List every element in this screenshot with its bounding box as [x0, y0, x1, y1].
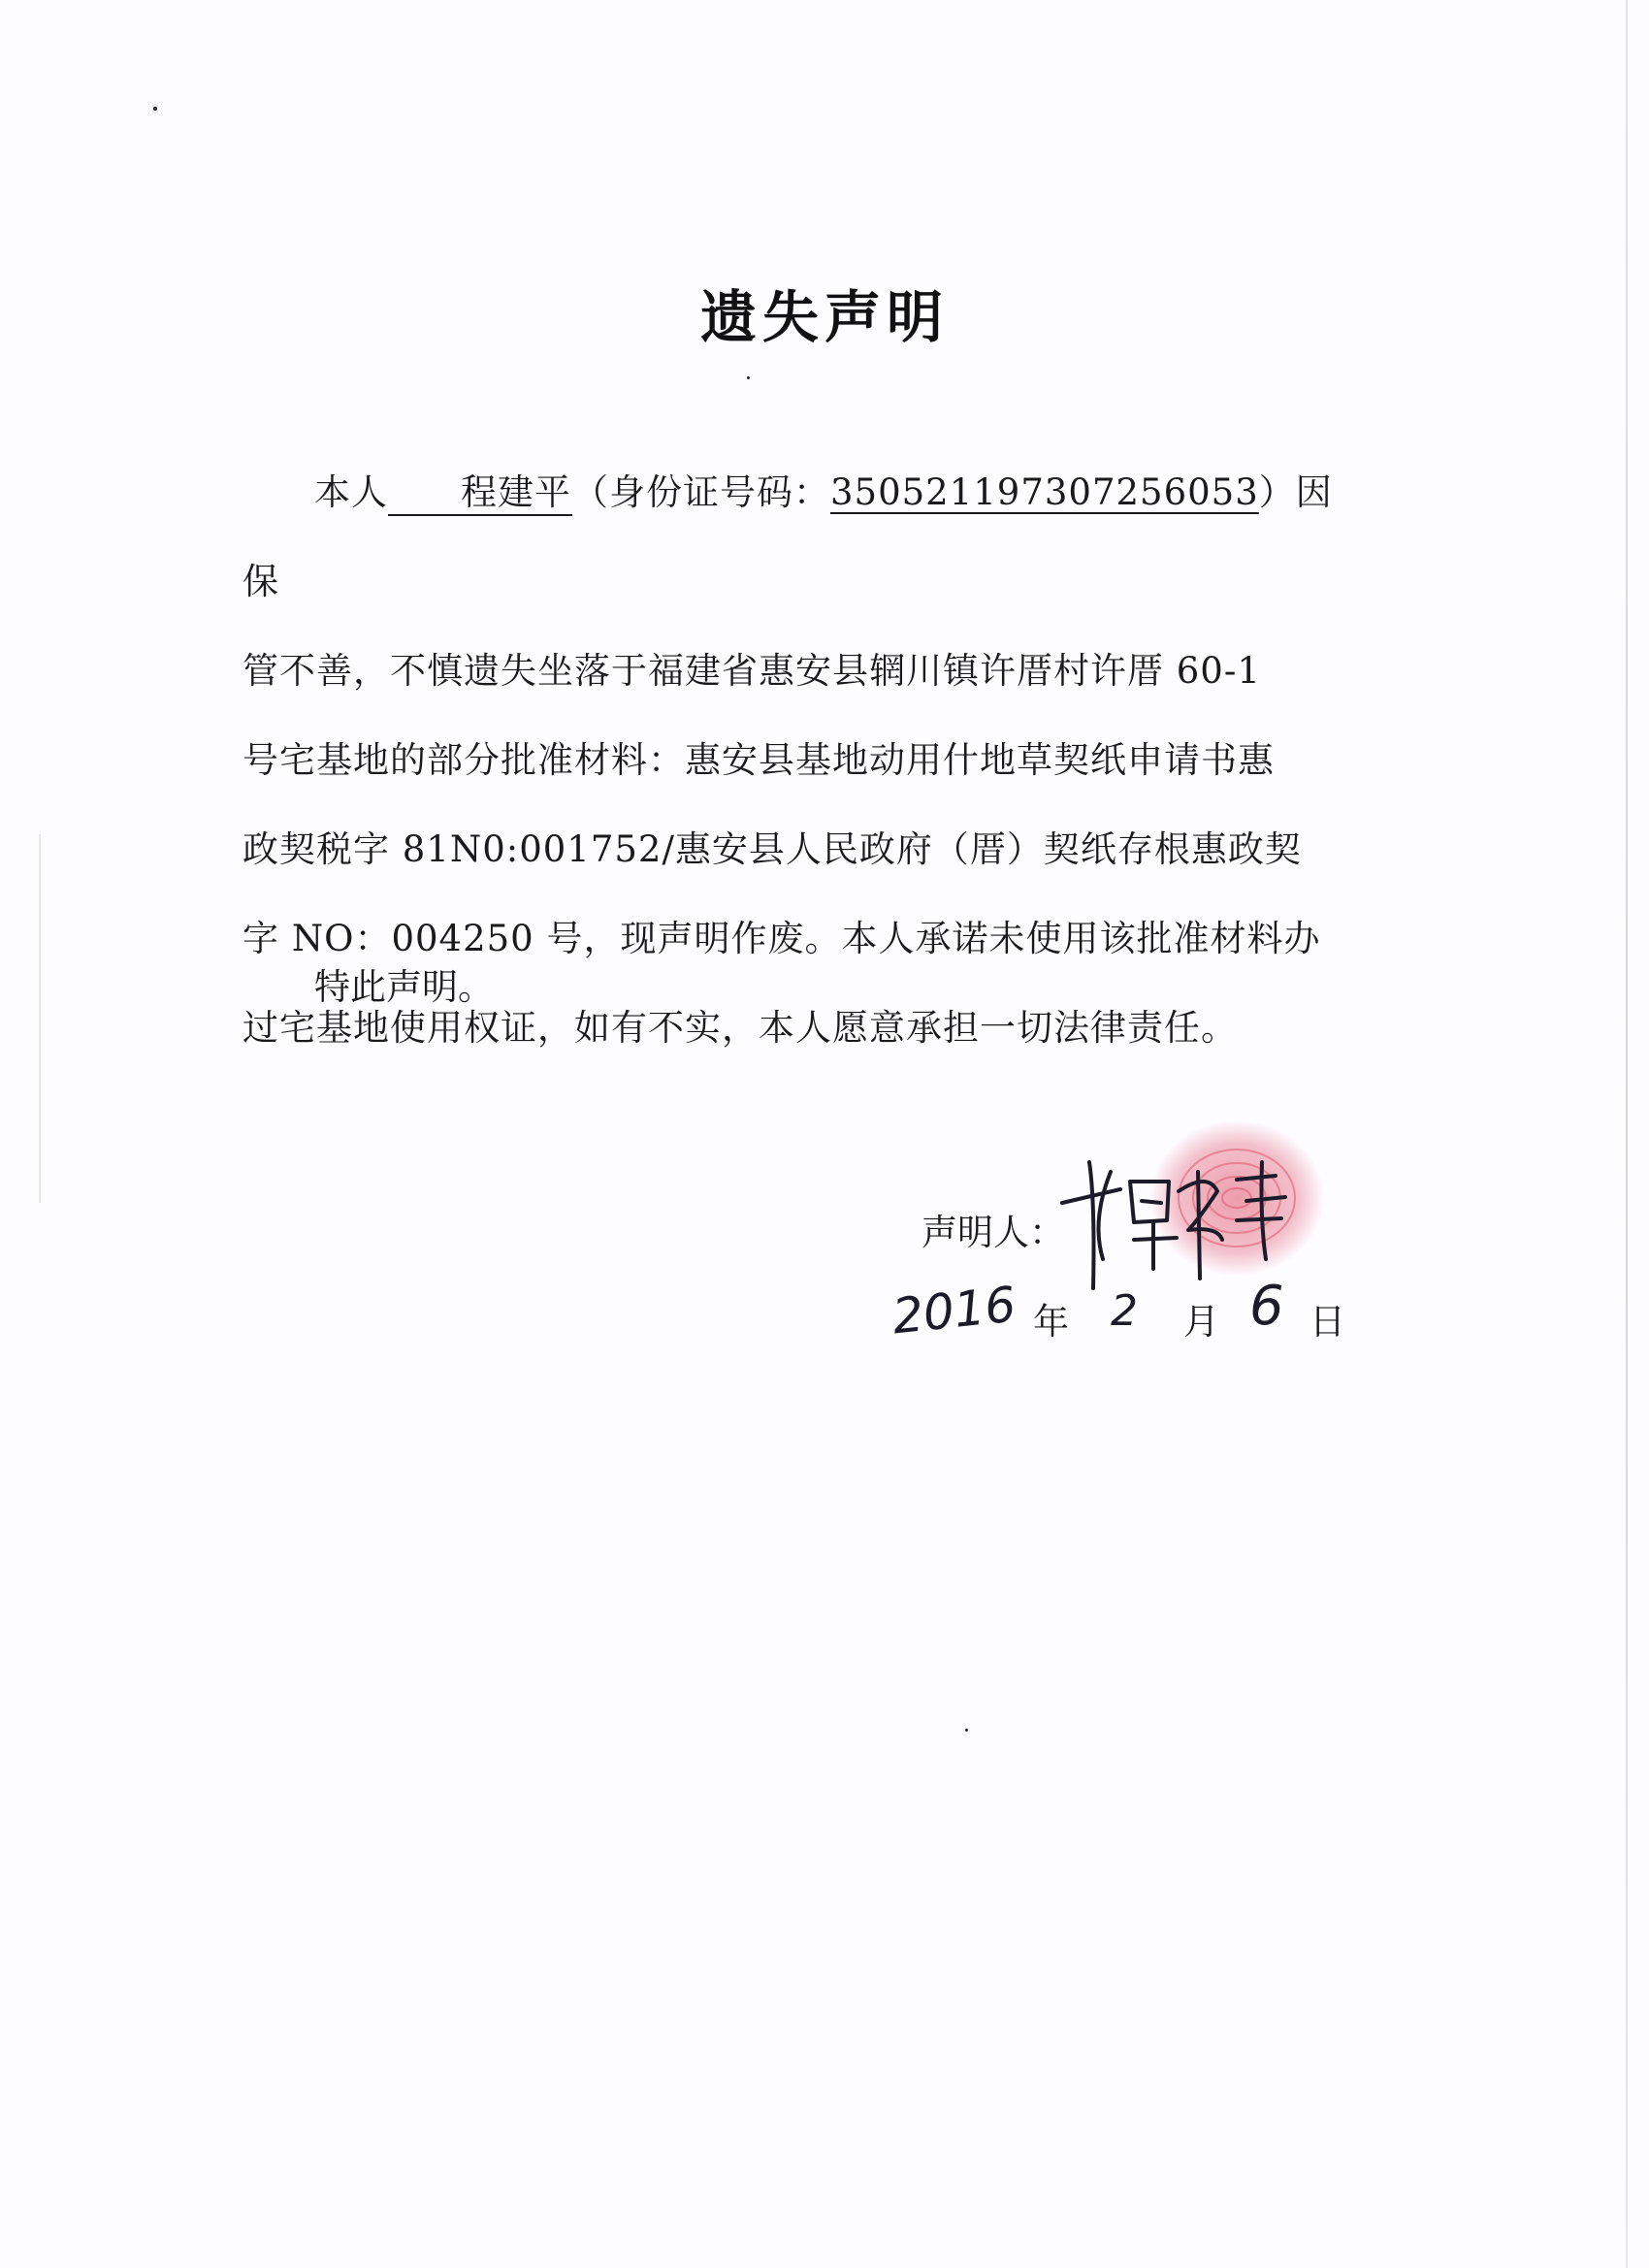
scan-speck — [965, 1729, 968, 1732]
handwritten-signature — [1052, 1133, 1295, 1298]
paper-fold-mark — [39, 834, 41, 1203]
year-label: 年 — [1033, 1301, 1069, 1343]
page-title: 遗失声明 — [699, 284, 949, 350]
handwritten-month: 2 — [1111, 1286, 1138, 1336]
id-close-text: ）因保 — [242, 471, 1333, 602]
prefix-text: 本人 — [314, 471, 388, 513]
handwritten-day: 6 — [1249, 1275, 1284, 1338]
statement-line: 管不善，不慎遗失坐落于福建省惠安县辋川镇许厝村许厝 60-1 — [242, 650, 1261, 692]
handwritten-year: 2016 — [889, 1276, 1018, 1345]
scan-speck — [153, 107, 157, 111]
scan-speck — [747, 376, 750, 379]
month-label: 月 — [1183, 1301, 1219, 1343]
declarant-name: 程建平 — [388, 471, 572, 516]
statement-line: 号宅基地的部分批准材料：惠安县基地动用什地草契纸申请书惠 — [242, 739, 1275, 781]
day-label: 日 — [1310, 1301, 1345, 1343]
closing-text: 特此声明。 — [314, 966, 494, 1008]
statement-line: 字 NO：004250 号，现声明作废。本人承诺未使用该批准材料办 — [242, 918, 1321, 959]
date-line — [889, 1275, 1358, 1360]
id-number: 350521197307256053 — [830, 471, 1259, 513]
statement-line: 过宅基地使用权证，如有不实，本人愿意承担一切法律责任。 — [242, 1007, 1238, 1049]
declarant-label: 声明人： — [922, 1212, 1065, 1253]
statement-line: 政契税字 81N0:001752/惠安县人民政府（厝）契纸存根惠政契 — [242, 828, 1302, 870]
id-open-text: （身份证号码： — [572, 471, 830, 513]
